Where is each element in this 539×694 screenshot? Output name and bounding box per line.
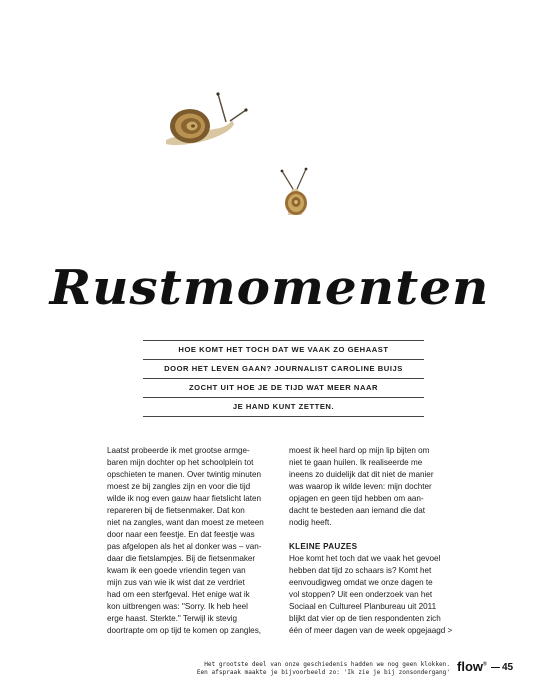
body-column-right — [289, 445, 465, 637]
body-line: moest ze bij zangles zijn en voor die tijd — [107, 482, 251, 491]
body-line: niet te gaan huilen. Ik realiseerde me — [289, 458, 423, 467]
body-line: Sociaal en Cultureel Planbureau uit 2011 — [289, 602, 437, 611]
body-line: Hoe komt het toch dat we vaak het gevoel — [289, 554, 441, 563]
section-subhead: KLEINE PAUZES — [289, 542, 358, 551]
footer-line: Een afspraak maakte je bijvoorbeeld zo: 'Ik zie je bij zonsondergang' — [196, 669, 450, 676]
body-line: repareren bij de fietsenmaker. Dat kon — [107, 506, 245, 515]
page-number: 45 — [491, 662, 513, 673]
intro-line: ZOCHT UIT HOE JE DE TIJD WAT MEER NAAR — [143, 379, 424, 398]
article-title: Rustmomenten — [49, 259, 490, 316]
body-line: één of meer dagen van de week opgejaagd > — [289, 626, 453, 635]
footer-line: Het grootste deel van onze geschiedenis hadden we nog geen klokken. — [204, 661, 450, 668]
footer-quote — [160, 661, 450, 677]
flow-logo — [457, 659, 487, 674]
intro-line: HOE KOMT HET TOCH DAT WE VAAK ZO GEHAAST — [143, 340, 424, 360]
logo-text: flow — [457, 659, 483, 674]
body-line: kon uitbrengen was: "Sorry. Ik heb heel — [107, 602, 248, 611]
body-line: mijn zus van wie ik wist dat ze verdriet — [107, 578, 245, 587]
body-line: opjagen en geen tijd hebben om aan- — [289, 494, 424, 503]
body-line: ineens zo duidelijk dat dit niet de manier — [289, 470, 434, 479]
body-line: opschieten te manen. Over twintig minuten — [107, 470, 262, 479]
snail-icon — [160, 88, 252, 152]
body-line: hebben dat tijd zo schaars is? Komt het — [289, 566, 432, 575]
body-line: pas afgelopen als het al donker was – van- — [107, 542, 262, 551]
intro-line: DOOR HET LEVEN GAAN? JOURNALIST CAROLINE BUIJS — [143, 360, 424, 379]
body-line: Laatst probeerde ik met grootse armge- — [107, 446, 250, 455]
body-line: niet na zangles, want dan moest ze meteen — [107, 518, 264, 527]
body-line: kwam ik een goede vriendin tegen van — [107, 566, 246, 575]
body-line: baren mijn dochter op het schoolplein tot — [107, 458, 254, 467]
body-column-left — [107, 445, 283, 637]
body-line: moest ik heel hard op mijn lip bijten om — [289, 446, 430, 455]
body-line: erge haast. Sterkte." Terwijl ik stevig — [107, 614, 238, 623]
body-line: vol stoppen? Uit een onderzoek van het — [289, 590, 433, 599]
logo-mark: ® — [483, 661, 487, 668]
intro-block — [143, 340, 424, 417]
body-line: eenvoudigweg omdat we onze dagen te — [289, 578, 433, 587]
body-line: wilde ik nog even gauw haar fietslicht laten — [107, 494, 262, 503]
body-line: dacht te besteden aan iemand die dat — [289, 506, 425, 515]
intro-line: JE HAND KUNT ZETTEN. — [143, 398, 424, 417]
body-line: was waarop ik wilde leven: mijn dochter — [289, 482, 432, 491]
snail-icon — [274, 165, 318, 219]
body-line: doortrapte om op tijd te komen op zangles, — [107, 626, 262, 635]
body-line: door naar een feestje. En dat feestje was — [107, 530, 255, 539]
body-line: blijkt dat vier op de tien respondenten zich — [289, 614, 441, 623]
body-line: daar die fietslampjes. Bij de fietsenmaker — [107, 554, 256, 563]
body-line: nodig heeft. — [289, 518, 332, 527]
body-line: had om een sterfgeval. Het enige wat ik — [107, 590, 250, 599]
